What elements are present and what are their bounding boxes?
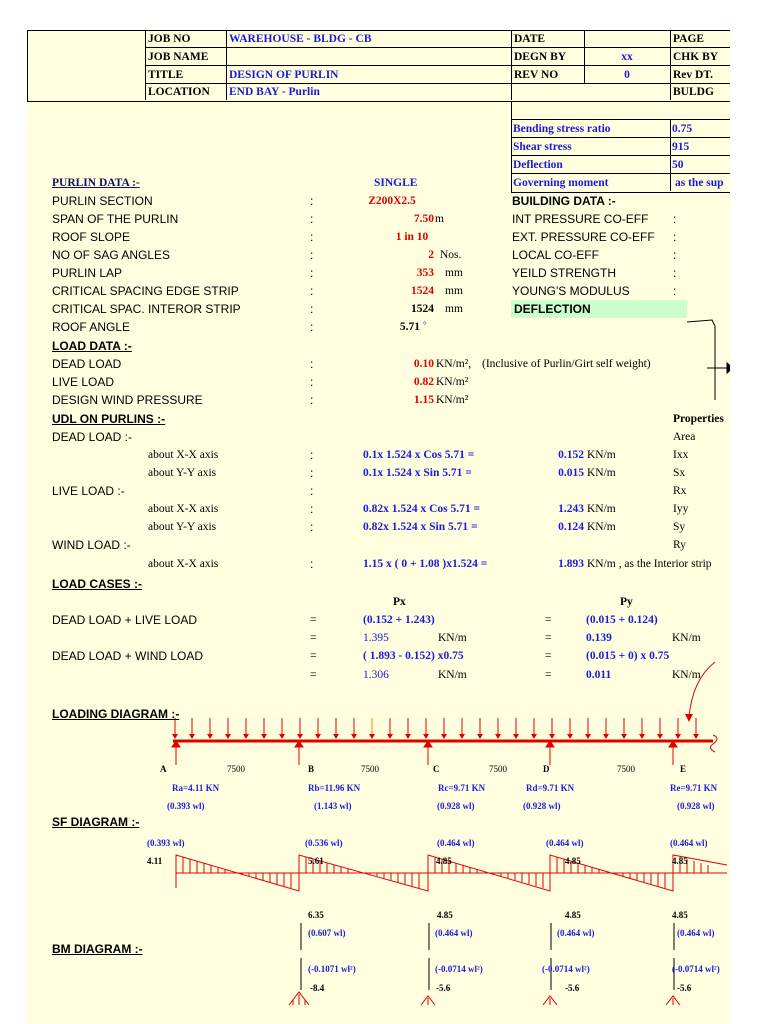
load-case-label: DEAD LOAD + LIVE LOAD [52,613,198,627]
udl-unit: KN/m [587,503,616,515]
reaction-coeff: (0.928 wl) [523,801,561,811]
udl-expr: 0.82x 1.524 x Sin 5.71 = [363,521,478,533]
purlin-row-value: 1524 [411,303,434,315]
udl-expr: 0.1x 1.524 x Cos 5.71 = [363,449,475,461]
support-arrows [172,741,677,765]
bm-coeff: (-0.0714 wl²) [542,964,590,974]
udl-value: 1.243 [558,503,584,515]
reaction-label: Re=9.71 KN [670,783,718,793]
bm-value: -5.6 [677,983,692,993]
bm-diagram-heading: BM DIAGRAM :- [52,942,143,956]
sf-top-coeff: (0.464 wl) [546,838,584,848]
property-item: Ry [673,539,686,551]
criteria-value: as the sup [675,177,724,189]
location-value: END BAY - Purlin [229,86,320,98]
support-label: D [543,764,550,774]
criteria-value: 915 [672,141,690,153]
purlin-row-value: Z200X2.5 [368,195,416,207]
purlin-row-label: ROOF ANGLE [52,320,131,334]
sf-top-value: 4.11 [147,856,163,866]
bm-coeff: (-0.0714 wl²) [672,964,720,974]
udl-wind-label: WIND LOAD :- [52,538,131,552]
px-value: 1.395 [363,632,389,644]
support-label: A [160,764,167,774]
reaction-label: Ra=4.11 KN [172,783,220,793]
properties-heading: Properties [673,413,724,425]
sf-bottom-value: 4.85 [565,910,581,920]
purlin-row-label: PURLIN SECTION [52,194,153,208]
loading-diagram-heading: LOADING DIAGRAM :- [52,707,180,721]
criteria-label: Shear stress [513,141,572,153]
sf-top-coeff: (0.393 wl) [147,838,185,848]
purlin-type: SINGLE [374,177,418,189]
job-no-label: JOB NO [148,33,191,45]
udl-axis: about X-X axis [148,503,219,515]
deflection-label: DEFLECTION [514,302,591,316]
criteria-label: Governing moment [513,177,609,189]
building-row-label: EXT. PRESSURE CO-EFF [512,230,655,244]
udl-expr: 0.1x 1.524 x Sin 5.71 = [363,467,472,479]
sf-bottom-coeff: (0.464 wl) [557,928,595,938]
criteria-label: Deflection [513,159,563,171]
sf-bottom-coeff: (0.607 wl) [308,928,346,938]
page-label: PAGE [673,33,705,45]
reaction-label: Rb=11.96 KN [308,783,361,793]
sf-top-value: 4.85 [436,856,452,866]
calculation-sheet: JOB NO WAREHOUSE - BLDG - CB DATE PAGE JOB NAME DEGN BY xx CHK BY TITLE DESIGN OF PURLIN REV NO 0 Rev DT. LOCATION END BAY - Purlin BULDG Bending stress ratio 0.75 Shear stress 915 Deflection 50 Governing moment as the sup PURLIN DATA :- SINGLE BUILDING DATA :- PURLIN SECTION : Z200X2.5 SPAN OF THE PURLIN : 7.50 m ROOF SLOPE : 1 in 10 INT PRESSURE CO-EFF : EXT. PRESSURE CO-EFF : NO OF SAG ANGLES : 2 Nos. LOCAL CO-EFF : PURLIN LAP : 353 mm YEILD STRENGTH : CRITICAL SPACING EDGE STRIP : 1524 mm YOUNG'S MODULUS : CRITICAL SPAC. INTEROR STRIP : 1524 mm DEFLECTION ROOF ANGLE : 5.71 ° LOAD DATA :- DEAD LOAD : 0.10 KN/m², (Inclusive of Purlin/Girt self weight) LIVE LOAD : 0.82 KN/m² DESIGN WIND PRESSURE : 1.15 KN/m² UDL ON PURLINS :- Properties DEAD LOAD :- Area about X-X axis : 0.1x 1.524 x Cos 5.71 = 0.152 KN/m Ixx about Y-Y axis : 0.1x 1.524 x Sin 5.71 = 0.015 KN/m Sx LIVE LOAD :- : Rx about X-X axis : 0.82x 1.524 x Cos 5.71 = 1.243 KN/m Iyy about Y-Y axis : 0.82x 1.524 x Sin 5.71 = 0.124 KN/m Sy WIND LOAD :- Ry about X-X axis : 1.15 x ( 0 + 1.08 )x1.524 = 1.893 KN/m , as the Interior strip LOAD CASES :- Px Py DEAD LOAD + LIVE LOAD = (0.152 + 1.243) = (0.015 + 0.124) = 1.395 KN/m = 0.139 KN/m DEAD LOAD + WIND LOAD = ( 1.893 - 0.152) x0.75 = (0.015 + 0) x 0.75 = 1.306 KN/m = 0.011 KN/m LOADING DIAGRAM :- A B C D E 7500 7500 7500 7500 Ra=4.11 KN Rb=11.96 KN Rc=9.71 KN Rd=9.71 KN Re=9.71 KN (0.393 wl) (1.143 wl) (0.928 wl) (0.928 wl) (0.928 wl) SF DIAGRAM :- (0.393 wl) (0.536 wl) (0.464 wl) (0.464 wl) (0.464 wl) 4.11 5.61 4.85 4.85 4.85 6.35 4.85 4.85 4.85 (0.607 wl) (0.464 wl) (0.464 wl) (0.464 wl) BM DIAGRAM :- (-0.1071 wl²) (-0.0714 wl²) (-0.0714 wl²) (-0.0714 wl²) -8.4 -5.6 -5.6 -5.6 [27,30,730,1024]
support-label: E [680,764,687,774]
sf-top-value: 4.85 [672,856,688,866]
py-unit: KN/m [672,669,701,681]
rev-no-value: 0 [624,69,630,81]
date-label: DATE [514,33,546,45]
udl-value: 0.152 [558,449,584,461]
udl-axis: about Y-Y axis [148,467,217,479]
sf-leader-lines [301,923,674,990]
purlin-row-unit: mm [445,285,463,297]
purlin-row-label: ROOF SLOPE [52,230,131,244]
property-item: Area [673,431,696,443]
udl-axis: about X-X axis [148,449,219,461]
load-row-label: DEAD LOAD [52,357,122,371]
load-data-heading: LOAD DATA :- [52,339,132,353]
span-label: 7500 [489,764,507,774]
property-item: Rx [673,485,687,497]
load-row-unit: KN/m², [436,358,472,370]
udl-value: 1.893 [558,558,584,570]
deflection-sketch [687,320,730,400]
udl-expr: 0.82x 1.524 x Cos 5.71 = [363,503,481,515]
reaction-label: Rd=9.71 KN [526,783,575,793]
load-row-value: 1.15 [413,394,434,406]
criteria-label: Bending stress ratio [513,123,611,135]
sf-bottom-value: 4.85 [672,910,688,920]
py-header: Py [620,596,633,608]
udl-unit: KN/m [587,467,616,479]
location-label: LOCATION [148,86,210,98]
load-row-value: 0.82 [413,376,434,388]
udl-unit: KN/m [587,449,616,461]
udl-expr: 1.15 x ( 0 + 1.08 )x1.524 = [363,558,488,570]
purlin-row-unit: mm [445,267,463,279]
sf-top-value: 4.85 [565,856,581,866]
purlin-row-label: CRITICAL SPACING EDGE STRIP [52,284,239,298]
building-row-label: YOUNG'S MODULUS [512,284,630,298]
sf-bottom-value: 4.85 [437,910,453,920]
reaction-label: Rc=9.71 KN [438,783,486,793]
span-label: 7500 [227,764,245,774]
udl-value: 0.124 [558,521,584,533]
break-line [710,735,717,752]
py-value: (0.015 + 0.124) [586,614,658,626]
load-row-label: LIVE LOAD [52,375,115,389]
py-unit: KN/m [672,632,701,644]
chk-by-label: CHK BY [673,51,719,63]
purlin-row-unit: m [435,213,444,225]
reaction-coeff: (0.928 wl) [677,801,715,811]
title-value: DESIGN OF PURLIN [229,69,339,81]
px-header: Px [393,596,406,608]
property-item: Sx [673,467,686,479]
udl-axis: about X-X axis [148,558,219,570]
px-unit: KN/m [438,669,467,681]
sf-bottom-value: 6.35 [308,910,324,920]
udl-live-label: LIVE LOAD :- [52,484,125,498]
py-value: 0.139 [586,632,612,644]
load-row-value: 0.10 [413,358,434,370]
title-label: TITLE [148,69,184,81]
purlin-row-label: NO OF SAG ANGLES [52,248,171,262]
py-value: (0.015 + 0) x 0.75 [586,650,670,662]
purlin-row-value: 1524 [411,285,434,297]
degn-by-value: xx [621,51,633,63]
bm-value: -8.4 [310,983,325,993]
purlin-row-label: SPAN OF THE PURLIN [52,212,179,226]
sf-top-coeff: (0.464 wl) [437,838,475,848]
px-unit: KN/m [438,632,467,644]
job-no-value: WAREHOUSE - BLDG - CB [229,33,372,45]
purlin-row-unit: mm [445,303,463,315]
property-item: Iyy [673,503,689,515]
property-item: Sy [673,521,686,533]
sf-top-coeff: (0.464 wl) [670,838,708,848]
building-row-label: LOCAL CO-EFF [512,248,599,262]
bending-moment-diagram [289,992,680,1005]
udl-unit: KN/m [587,521,616,533]
support-label: C [433,764,440,774]
udl-unit: KN/m , as the Interior strip [587,558,712,570]
px-value: 1.306 [363,669,389,681]
bm-value: -5.6 [565,983,580,993]
px-value: ( 1.893 - 0.152) x0.75 [363,650,464,662]
udl-axis: about Y-Y axis [148,521,217,533]
bm-coeff: (-0.1071 wl²) [308,964,356,974]
udl-value: 0.015 [558,467,584,479]
load-case-label: DEAD LOAD + WIND LOAD [52,649,204,663]
load-row-unit: KN/m² [436,376,469,388]
support-label: B [308,764,315,774]
criteria-value: 50 [672,159,684,171]
building-row-label: YEILD STRENGTH [512,266,617,280]
udl-dead-label: DEAD LOAD :- [52,430,133,444]
arrow-heads [172,734,699,739]
sf-bottom-coeff: (0.464 wl) [435,928,473,938]
criteria-value: 0.75 [672,123,693,135]
structural-diagrams [27,30,730,1024]
udl-heading: UDL ON PURLINS :- [52,412,166,426]
reaction-coeff: (0.393 wl) [167,801,205,811]
job-name-label: JOB NAME [148,51,209,63]
span-label: 7500 [617,764,635,774]
sf-top-value: 5.61 [308,856,324,866]
load-row-note: (Inclusive of Purlin/Girt self weight) [482,358,651,370]
bm-value: -5.6 [436,983,451,993]
purlin-row-value: 2 [428,249,434,261]
purlin-row-unit: Nos. [440,249,462,261]
rev-no-label: REV NO [514,69,559,81]
load-row-unit: KN/m² [436,394,469,406]
py-value: 0.011 [586,669,612,681]
purlin-data-heading: PURLIN DATA :- [52,177,140,189]
building-row-label: INT PRESSURE CO-EFF [512,212,649,226]
distributed-load-arrows [175,718,696,736]
purlin-row-label: CRITICAL SPAC. INTEROR STRIP [52,302,241,316]
degn-by-label: DEGN BY [514,51,567,63]
property-item: Ixx [673,449,689,461]
sf-bottom-coeff: (0.464 wl) [677,928,715,938]
bm-coeff: (-0.0714 wl²) [435,964,483,974]
load-row-label: DESIGN WIND PRESSURE [52,393,203,407]
purlin-row-unit: ° [423,320,427,330]
purlin-row-value: 5.71 [399,321,420,333]
rev-dt-label: Rev DT. [673,69,714,81]
buldg-label: BULDG [673,86,714,98]
building-data-heading: BUILDING DATA :- [512,194,616,208]
px-value: (0.152 + 1.243) [363,614,435,626]
purlin-row-value: 353 [416,267,434,279]
purlin-row-value: 7.50 [413,213,434,225]
purlin-row-value: 1 in 10 [395,231,429,243]
reaction-coeff: (0.928 wl) [437,801,475,811]
reaction-coeff: (1.143 wl) [314,801,352,811]
span-label: 7500 [361,764,379,774]
sf-diagram-heading: SF DIAGRAM :- [52,815,140,829]
sf-top-coeff: (0.536 wl) [305,838,343,848]
purlin-row-label: PURLIN LAP [52,266,123,280]
load-cases-heading: LOAD CASES :- [52,577,142,591]
